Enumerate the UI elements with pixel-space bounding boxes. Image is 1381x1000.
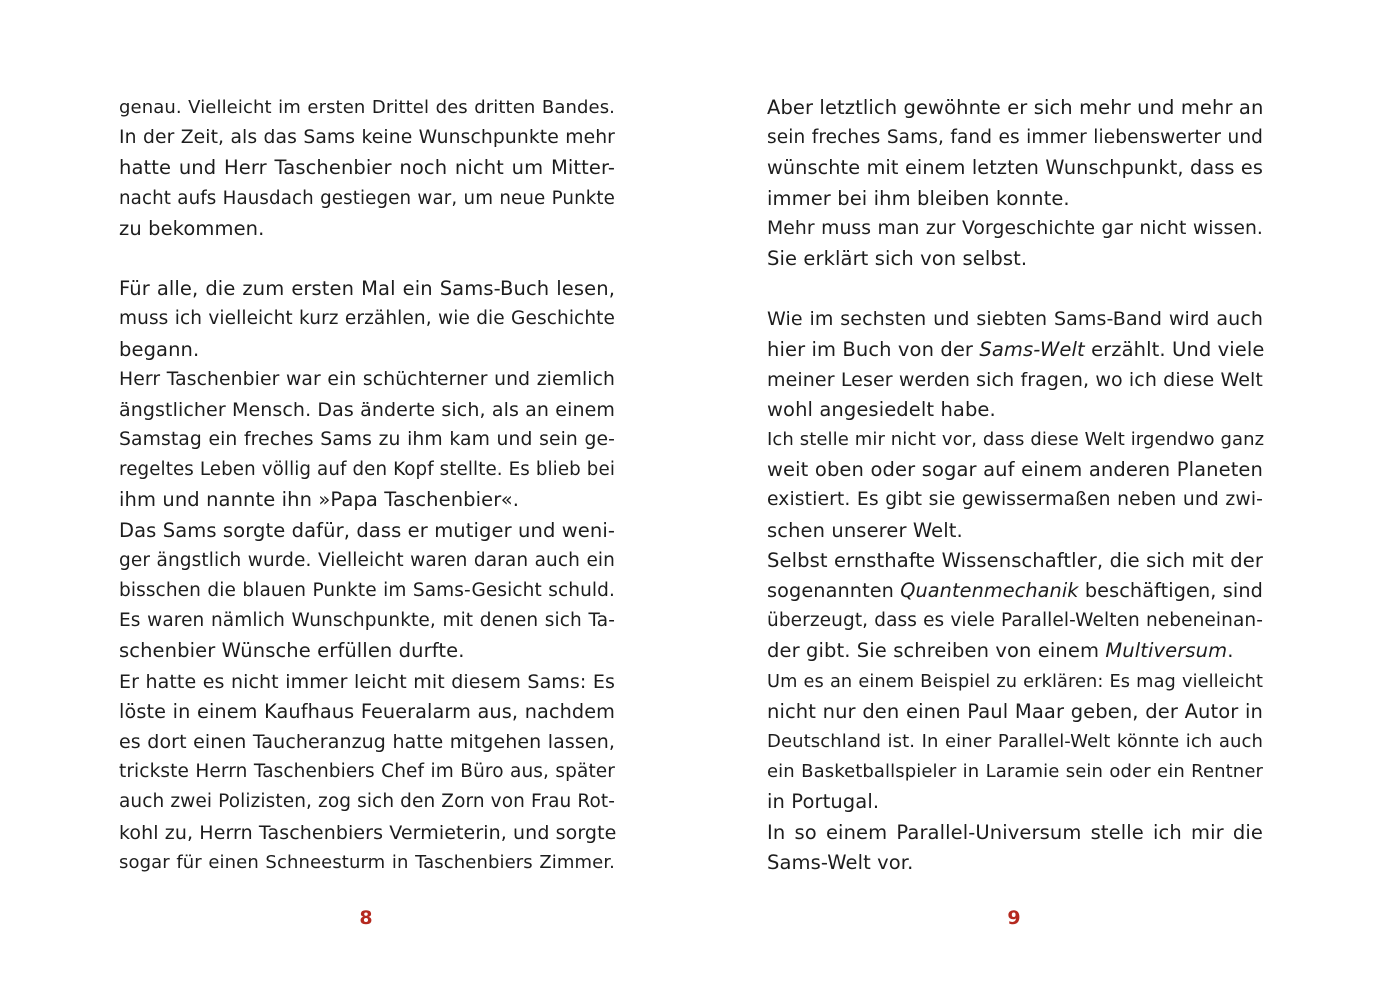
text-line: Sams-Welt vor. — [767, 850, 914, 874]
paragraph-gap — [767, 274, 1263, 304]
text-line: Für alle, die zum ersten Mal ein Sams-Buch lesen, — [119, 277, 615, 301]
text-line — [767, 576, 1263, 606]
text-line: existiert. Es gibt sie gewissermaßen neben und zwi- — [767, 489, 1263, 511]
text-line: regeltes Leben völlig auf den Kopf stellte. Es blieb bei — [119, 459, 615, 481]
text-line: Um es an einem Beispiel zu erklären: Es mag vielleicht — [767, 671, 1263, 692]
text-segment: der gibt. Sie schreiben von einem — [767, 639, 1106, 663]
text-line: In so einem Parallel-Universum stelle ich mir die — [767, 820, 1263, 844]
text-line: wohl angesiedelt habe. — [767, 397, 996, 421]
text-line: Es waren nämlich Wunschpunkte, mit denen sich Ta- — [119, 610, 615, 632]
italic-term: Multiversum — [1105, 639, 1228, 663]
text-segment: erzählt. Und viele — [1084, 337, 1265, 361]
text-line: Ich stelle mir nicht vor, dass diese Welt irgendwo ganz — [767, 429, 1265, 451]
text-line — [767, 335, 1263, 365]
text-line: nacht aufs Hausdach gestiegen war, um neue Punkte — [119, 187, 615, 209]
text-line: überzeugt, dass es viele Parallel-Welten nebeneinan- — [767, 610, 1263, 632]
text-line: bisschen die blauen Punkte im Sams-Gesicht schuld. — [119, 580, 615, 601]
text-line: weit oben oder sogar auf einem anderen Planeten — [767, 458, 1263, 482]
text-line: Selbst ernsthafte Wissenschaftler, die sich mit der — [767, 548, 1263, 572]
text-line: kohl zu, Herrn Taschenbiers Vermieterin, und sorgte — [119, 821, 617, 844]
text-line: Samstag ein freches Sams zu ihm kam und sein ge- — [119, 429, 615, 451]
italic-term: Quantenmechanik — [900, 579, 1079, 602]
text-line: Deutschland ist. In einer Parallel-Welt könnte ich auch — [767, 730, 1263, 752]
italic-term: Sams-Welt — [979, 337, 1085, 361]
text-line: es dort einen Taucheranzug hatte mitgehen lassen, — [119, 730, 615, 753]
text-line: Aber letztlich gewöhnte er sich mehr und mehr an — [767, 96, 1264, 119]
text-line: ger ängstlich wurde. Vielleicht waren daran auch ein — [119, 549, 615, 571]
text-line: schen unserer Welt. — [767, 518, 963, 542]
text-segment: hier im Buch von der — [767, 337, 980, 361]
text-line: muss ich vielleicht kurz erzählen, wie die Geschichte — [119, 308, 615, 330]
text-line: Sie erklärt sich von selbst. — [767, 246, 1028, 270]
text-line: Das Sams sorgte dafür, dass er mutiger und weni- — [119, 518, 615, 542]
text-line: schenbier Wünsche erfüllen durfte. — [119, 639, 465, 663]
text-line: zu bekommen. — [119, 216, 265, 240]
text-line: ihm und nannte ihn »Papa Taschenbier«. — [119, 488, 520, 512]
paragraph-gap — [119, 244, 615, 274]
text-line: löste in einem Kaufhaus Feueralarm aus, nachdem — [119, 699, 615, 723]
right-page-text — [767, 93, 1263, 878]
text-line: genau. Vielleicht im ersten Drittel des dritten Bandes. — [119, 97, 615, 118]
text-line: in Portugal. — [767, 790, 880, 814]
text-line: Wie im sechsten und siebten Sams-Band wird auch — [767, 308, 1263, 331]
page-number-right: 9 — [1007, 907, 1021, 929]
text-segment: sogenannten — [767, 579, 901, 602]
page-number-left: 8 — [359, 907, 373, 929]
text-segment: beschäftigen, sind — [1078, 579, 1263, 602]
text-line: nicht nur den einen Paul Maar geben, der Autor in — [767, 699, 1263, 723]
text-line: trickste Herrn Taschenbiers Chef im Büro aus, später — [119, 761, 615, 783]
text-line: sogar für einen Schneesturm in Taschenbiers Zimmer. — [119, 851, 615, 873]
text-line: Er hatte es nicht immer leicht mit diesem Sams: Es — [119, 670, 615, 693]
text-line: immer bei ihm bleiben konnte. — [767, 186, 1070, 210]
text-line: In der Zeit, als das Sams keine Wunschpunkte mehr — [119, 127, 615, 149]
text-line: wünschte mit einem letzten Wunschpunkt, dass es — [767, 156, 1263, 180]
text-line: Mehr muss man zur Vorgeschichte gar nicht wissen. — [767, 217, 1263, 239]
text-line: ängstlicher Mensch. Das änderte sich, als an einem — [119, 398, 615, 421]
text-segment: . — [1227, 639, 1234, 663]
text-line: auch zwei Polizisten, zog sich den Zorn von Frau Rot- — [119, 791, 615, 813]
text-line: meiner Leser werden sich fragen, wo ich diese Welt — [767, 368, 1263, 391]
text-line — [767, 636, 1263, 666]
text-line: hatte und Herr Taschenbier noch nicht um Mitter- — [119, 156, 615, 180]
left-page-text — [119, 93, 615, 878]
text-line: ein Basketballspieler in Laramie sein oder ein Rentner — [767, 761, 1263, 783]
text-line: sein freches Sams, fand es immer liebenswerter und — [767, 127, 1263, 149]
text-line: begann. — [119, 337, 200, 361]
text-line: Herr Taschenbier war ein schüchterner und ziemlich — [119, 368, 615, 390]
